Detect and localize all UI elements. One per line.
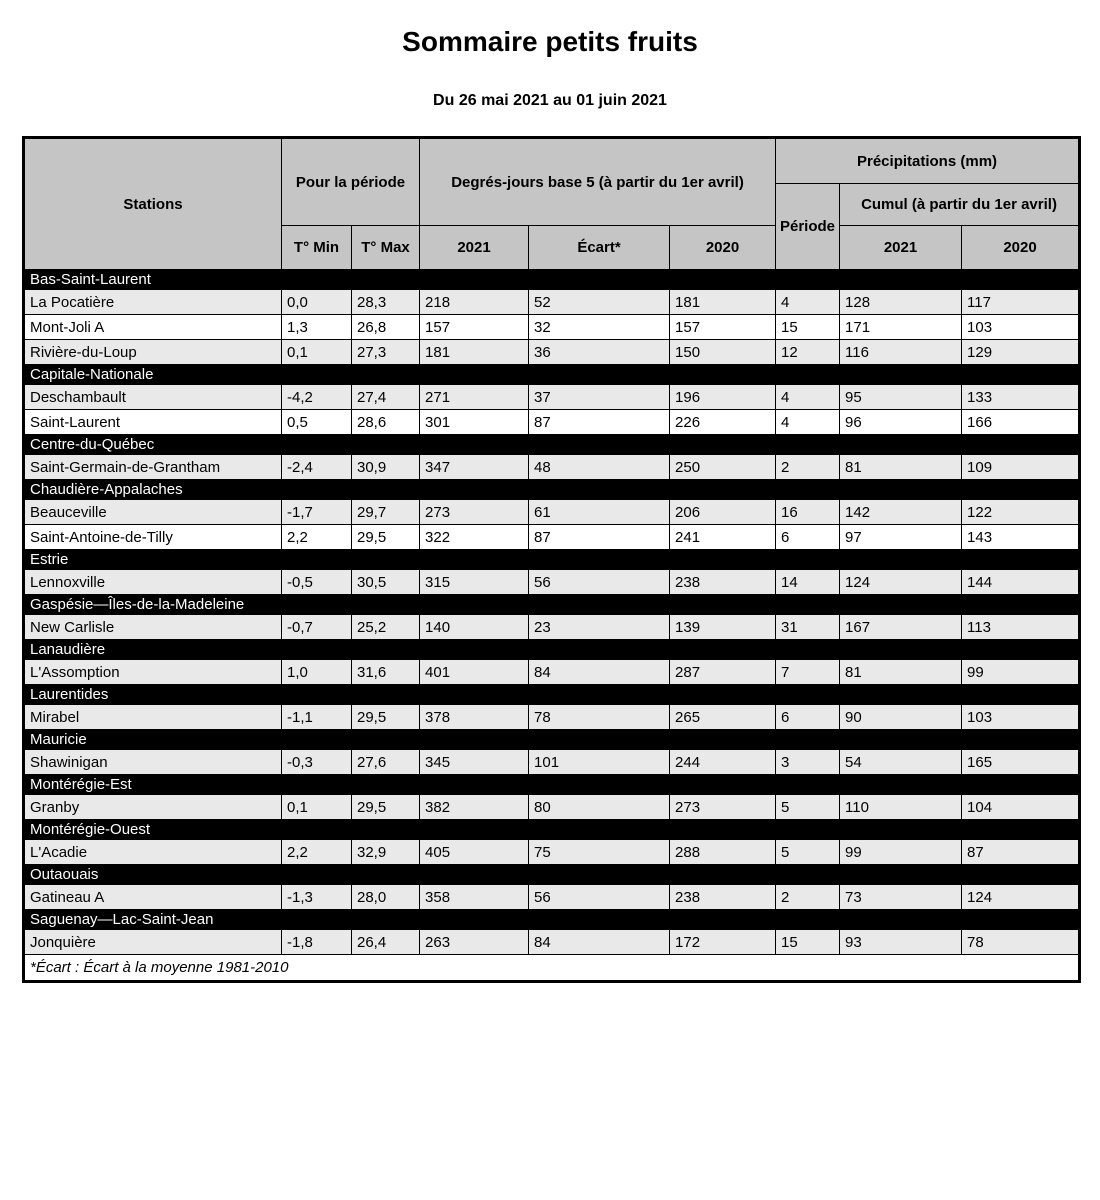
periode-value: 5 (776, 795, 840, 820)
cumul-2021-value: 116 (840, 340, 962, 365)
cumul-2021-value: 110 (840, 795, 962, 820)
t-max-value: 30,9 (352, 455, 420, 480)
cumul-2020-value: 87 (962, 840, 1080, 865)
region-name: Gaspésie—Îles-de-la-Madeleine (24, 595, 1080, 615)
periode-value: 31 (776, 615, 840, 640)
t-min-value: 0,1 (282, 340, 352, 365)
cumul-2021-value: 142 (840, 500, 962, 525)
ecart-value: 37 (529, 385, 670, 410)
ecart-value: 32 (529, 315, 670, 340)
t-min-value: -1,1 (282, 705, 352, 730)
dj-2021-value: 181 (420, 340, 529, 365)
cumul-2020-value: 103 (962, 705, 1080, 730)
station-name: La Pocatière (24, 290, 282, 315)
station-name: L'Assomption (24, 660, 282, 685)
dj-2021-value: 140 (420, 615, 529, 640)
dj-2020-value: 238 (670, 570, 776, 595)
col-header-pour-la-periode: Pour la période (282, 138, 420, 226)
dj-2020-value: 206 (670, 500, 776, 525)
ecart-value: 75 (529, 840, 670, 865)
t-max-value: 28,0 (352, 885, 420, 910)
periode-value: 7 (776, 660, 840, 685)
dj-2020-value: 273 (670, 795, 776, 820)
station-name: New Carlisle (24, 615, 282, 640)
table-header (24, 138, 1080, 270)
t-max-value: 25,2 (352, 615, 420, 640)
region-row (24, 435, 1080, 455)
t-min-value: 1,3 (282, 315, 352, 340)
dj-2020-value: 196 (670, 385, 776, 410)
region-name: Centre-du-Québec (24, 435, 1080, 455)
cumul-2020-value: 144 (962, 570, 1080, 595)
dj-2020-value: 241 (670, 525, 776, 550)
cumul-2021-value: 96 (840, 410, 962, 435)
footnote-text: *Écart : Écart à la moyenne 1981-2010 (24, 955, 1080, 982)
t-max-value: 26,4 (352, 930, 420, 955)
header-row-1 (24, 138, 1080, 184)
col-header-dj-2021: 2021 (420, 226, 529, 270)
ecart-value: 61 (529, 500, 670, 525)
cumul-2021-value: 99 (840, 840, 962, 865)
cumul-2020-value: 109 (962, 455, 1080, 480)
t-max-value: 27,4 (352, 385, 420, 410)
region-row (24, 910, 1080, 930)
cumul-2020-value: 99 (962, 660, 1080, 685)
dj-2021-value: 405 (420, 840, 529, 865)
cumul-2020-value: 113 (962, 615, 1080, 640)
dj-2020-value: 150 (670, 340, 776, 365)
station-name: Deschambault (24, 385, 282, 410)
cumul-2020-value: 103 (962, 315, 1080, 340)
dj-2020-value: 287 (670, 660, 776, 685)
dj-2021-value: 218 (420, 290, 529, 315)
t-max-value: 30,5 (352, 570, 420, 595)
cumul-2020-value: 122 (962, 500, 1080, 525)
region-name: Montérégie-Est (24, 775, 1080, 795)
col-header-periode: Période (776, 184, 840, 270)
ecart-value: 36 (529, 340, 670, 365)
region-row (24, 820, 1080, 840)
periode-value: 16 (776, 500, 840, 525)
cumul-2021-value: 128 (840, 290, 962, 315)
station-row (24, 290, 1080, 315)
station-row (24, 885, 1080, 910)
station-name: Beauceville (24, 500, 282, 525)
dj-2021-value: 157 (420, 315, 529, 340)
col-header-stations: Stations (24, 138, 282, 270)
cumul-2020-value: 78 (962, 930, 1080, 955)
t-max-value: 31,6 (352, 660, 420, 685)
t-max-value: 26,8 (352, 315, 420, 340)
cumul-2020-value: 143 (962, 525, 1080, 550)
station-name: Gatineau A (24, 885, 282, 910)
dj-2020-value: 238 (670, 885, 776, 910)
station-row (24, 930, 1080, 955)
station-row (24, 795, 1080, 820)
dj-2021-value: 301 (420, 410, 529, 435)
periode-value: 2 (776, 885, 840, 910)
t-min-value: 0,0 (282, 290, 352, 315)
col-header-ecart: Écart* (529, 226, 670, 270)
station-row (24, 840, 1080, 865)
t-min-value: -2,4 (282, 455, 352, 480)
dj-2021-value: 263 (420, 930, 529, 955)
t-min-value: -1,8 (282, 930, 352, 955)
dj-2020-value: 172 (670, 930, 776, 955)
periode-value: 4 (776, 385, 840, 410)
region-row (24, 865, 1080, 885)
region-row (24, 775, 1080, 795)
cumul-2020-value: 165 (962, 750, 1080, 775)
station-row (24, 750, 1080, 775)
dj-2021-value: 347 (420, 455, 529, 480)
t-min-value: -0,5 (282, 570, 352, 595)
station-name: Jonquière (24, 930, 282, 955)
region-name: Mauricie (24, 730, 1080, 750)
col-header-cumul: Cumul (à partir du 1er avril) (840, 184, 1080, 226)
station-name: Saint-Antoine-de-Tilly (24, 525, 282, 550)
station-name: Lennoxville (24, 570, 282, 595)
ecart-value: 56 (529, 570, 670, 595)
ecart-value: 84 (529, 930, 670, 955)
col-header-t-min: T° Min (282, 226, 352, 270)
region-row (24, 480, 1080, 500)
periode-value: 6 (776, 705, 840, 730)
t-max-value: 28,3 (352, 290, 420, 315)
t-max-value: 29,5 (352, 705, 420, 730)
dj-2020-value: 226 (670, 410, 776, 435)
cumul-2020-value: 124 (962, 885, 1080, 910)
cumul-2021-value: 54 (840, 750, 962, 775)
station-name: Mont-Joli A (24, 315, 282, 340)
footnote-row (24, 955, 1080, 982)
t-min-value: -0,7 (282, 615, 352, 640)
t-max-value: 28,6 (352, 410, 420, 435)
ecart-value: 87 (529, 525, 670, 550)
station-name: Granby (24, 795, 282, 820)
dj-2020-value: 139 (670, 615, 776, 640)
station-name: Mirabel (24, 705, 282, 730)
periode-value: 14 (776, 570, 840, 595)
station-name: Rivière-du-Loup (24, 340, 282, 365)
cumul-2021-value: 81 (840, 455, 962, 480)
cumul-2021-value: 81 (840, 660, 962, 685)
region-name: Saguenay—Lac-Saint-Jean (24, 910, 1080, 930)
t-min-value: -0,3 (282, 750, 352, 775)
col-header-cumul-2020: 2020 (962, 226, 1080, 270)
dj-2020-value: 265 (670, 705, 776, 730)
col-header-precipitations: Précipitations (mm) (776, 138, 1080, 184)
t-min-value: 2,2 (282, 525, 352, 550)
station-row (24, 525, 1080, 550)
station-name: Saint-Laurent (24, 410, 282, 435)
dj-2020-value: 157 (670, 315, 776, 340)
col-header-t-max: T° Max (352, 226, 420, 270)
col-header-degres-jours: Degrés-jours base 5 (à partir du 1er avril) (420, 138, 776, 226)
page-title: Sommaire petits fruits (402, 26, 698, 57)
region-row (24, 730, 1080, 750)
dj-2021-value: 378 (420, 705, 529, 730)
station-row (24, 570, 1080, 595)
ecart-value: 23 (529, 615, 670, 640)
t-min-value: -1,7 (282, 500, 352, 525)
cumul-2021-value: 97 (840, 525, 962, 550)
cumul-2021-value: 90 (840, 705, 962, 730)
station-row (24, 500, 1080, 525)
dj-2021-value: 382 (420, 795, 529, 820)
dj-2021-value: 401 (420, 660, 529, 685)
t-max-value: 29,5 (352, 795, 420, 820)
station-row (24, 340, 1080, 365)
col-header-cumul-2021: 2021 (840, 226, 962, 270)
page-subtitle: Du 26 mai 2021 au 01 juin 2021 (433, 92, 667, 109)
region-name: Lanaudière (24, 640, 1080, 660)
region-name: Outaouais (24, 865, 1080, 885)
periode-value: 15 (776, 315, 840, 340)
cumul-2021-value: 95 (840, 385, 962, 410)
periode-value: 5 (776, 840, 840, 865)
cumul-2021-value: 171 (840, 315, 962, 340)
region-row (24, 270, 1080, 290)
periode-value: 4 (776, 410, 840, 435)
cumul-2020-value: 117 (962, 290, 1080, 315)
region-name: Montérégie-Ouest (24, 820, 1080, 840)
region-row (24, 550, 1080, 570)
t-min-value: 0,1 (282, 795, 352, 820)
station-row (24, 455, 1080, 480)
cumul-2021-value: 124 (840, 570, 962, 595)
station-row (24, 705, 1080, 730)
station-row (24, 315, 1080, 340)
t-min-value: -1,3 (282, 885, 352, 910)
summary-table (22, 136, 1081, 983)
station-row (24, 385, 1080, 410)
ecart-value: 101 (529, 750, 670, 775)
periode-value: 6 (776, 525, 840, 550)
ecart-value: 84 (529, 660, 670, 685)
t-max-value: 32,9 (352, 840, 420, 865)
dj-2020-value: 250 (670, 455, 776, 480)
cumul-2021-value: 93 (840, 930, 962, 955)
region-row (24, 595, 1080, 615)
dj-2020-value: 244 (670, 750, 776, 775)
periode-value: 12 (776, 340, 840, 365)
station-row (24, 615, 1080, 640)
ecart-value: 80 (529, 795, 670, 820)
periode-value: 4 (776, 290, 840, 315)
region-name: Capitale-Nationale (24, 365, 1080, 385)
ecart-value: 78 (529, 705, 670, 730)
periode-value: 3 (776, 750, 840, 775)
ecart-value: 56 (529, 885, 670, 910)
t-min-value: 2,2 (282, 840, 352, 865)
cumul-2021-value: 167 (840, 615, 962, 640)
region-name: Laurentides (24, 685, 1080, 705)
t-max-value: 29,5 (352, 525, 420, 550)
t-min-value: 1,0 (282, 660, 352, 685)
station-name: Saint-Germain-de-Grantham (24, 455, 282, 480)
ecart-value: 48 (529, 455, 670, 480)
cumul-2020-value: 129 (962, 340, 1080, 365)
cumul-2020-value: 166 (962, 410, 1080, 435)
region-row (24, 640, 1080, 660)
periode-value: 15 (776, 930, 840, 955)
dj-2021-value: 315 (420, 570, 529, 595)
station-name: L'Acadie (24, 840, 282, 865)
region-name: Chaudière-Appalaches (24, 480, 1080, 500)
dj-2020-value: 288 (670, 840, 776, 865)
table-body (24, 270, 1080, 955)
ecart-value: 52 (529, 290, 670, 315)
ecart-value: 87 (529, 410, 670, 435)
cumul-2021-value: 73 (840, 885, 962, 910)
t-min-value: 0,5 (282, 410, 352, 435)
region-row (24, 685, 1080, 705)
station-row (24, 410, 1080, 435)
dj-2021-value: 271 (420, 385, 529, 410)
region-row (24, 365, 1080, 385)
dj-2021-value: 273 (420, 500, 529, 525)
station-row (24, 660, 1080, 685)
t-max-value: 27,3 (352, 340, 420, 365)
cumul-2020-value: 133 (962, 385, 1080, 410)
periode-value: 2 (776, 455, 840, 480)
region-name: Estrie (24, 550, 1080, 570)
station-name: Shawinigan (24, 750, 282, 775)
dj-2021-value: 345 (420, 750, 529, 775)
table-footer (24, 955, 1080, 982)
dj-2021-value: 358 (420, 885, 529, 910)
col-header-dj-2020: 2020 (670, 226, 776, 270)
t-min-value: -4,2 (282, 385, 352, 410)
dj-2021-value: 322 (420, 525, 529, 550)
t-max-value: 29,7 (352, 500, 420, 525)
t-max-value: 27,6 (352, 750, 420, 775)
cumul-2020-value: 104 (962, 795, 1080, 820)
region-name: Bas-Saint-Laurent (24, 270, 1080, 290)
dj-2020-value: 181 (670, 290, 776, 315)
